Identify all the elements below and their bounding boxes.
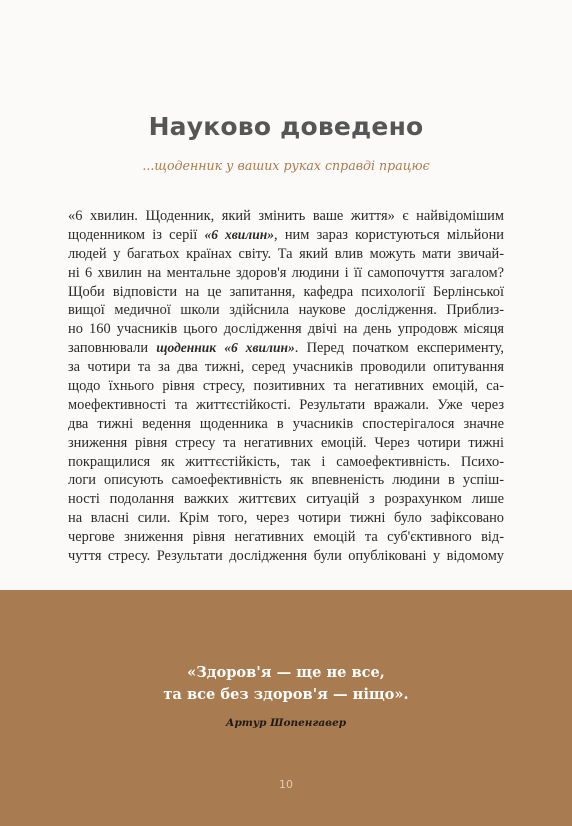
body-line <box>68 245 504 264</box>
body-line <box>68 547 504 566</box>
body-line <box>68 396 504 415</box>
body-text-run: зниження рівня стресу та негативних емоцій. Через чотири тижні <box>68 434 504 451</box>
body-text-run: . Перед початком експерименту, <box>294 340 504 357</box>
body-text-run: щодо їхнього рівня стресу, позитивних та негативних емоцій, са- <box>68 378 504 395</box>
body-text-run: вищої медичної школи здійснила наукове дослідження. Приблиз- <box>68 302 504 319</box>
body-line <box>68 320 504 339</box>
body-text-run: ні 6 хвилин на ментальне здоров'я людини і її самопочуття загалом? <box>68 264 504 281</box>
quote-author: Артур Шопенгавер <box>225 717 347 729</box>
body-text-run: «6 хвилин. Щоденник, який змінить ваше життя» є найвідомішим <box>68 208 504 224</box>
quote-line-2: та все без здоров'я — ніщо». <box>163 686 409 703</box>
body-text-run: но 160 учасників цього дослідження двічі на день упродовж місяця <box>68 321 504 338</box>
body-line <box>68 471 504 490</box>
body-line <box>68 434 504 453</box>
body-emphasis: «6 хвилин» <box>204 226 274 242</box>
body-text-run: Щоби відповісти на це запитання, кафедра психології Берлінської <box>68 283 504 300</box>
body-line <box>68 339 504 358</box>
body-line <box>68 358 504 377</box>
body-text-run: два тижні ведення щоденника в учасників спостерігалося значне <box>68 415 504 432</box>
body-line <box>68 509 504 528</box>
body-line <box>68 528 504 547</box>
body-text-run: на власні сили. Крім того, через чотири тижні було зафіксовано <box>68 510 504 527</box>
page-title: Науково доведено <box>148 112 424 141</box>
body-line <box>68 207 504 226</box>
page-number: 10 <box>279 778 293 791</box>
body-line <box>68 264 504 283</box>
body-line <box>68 453 504 472</box>
body-text-run: покращилися як життєстійкість, так і самоефективність. Психо- <box>68 453 504 470</box>
body-text-run: щоденником із серії <box>68 226 205 243</box>
body-line <box>68 301 504 320</box>
body-paragraph <box>68 207 504 566</box>
quote-line-1: «Здоров'я — ще не все, <box>187 664 385 681</box>
body-text-run: ності подолання важких життєвих ситуацій з розрахунком лише <box>68 491 504 508</box>
body-line <box>68 283 504 302</box>
body-text-run: чергове зниження рівня негативних емоцій та суб'єктивного від- <box>68 529 504 546</box>
body-line <box>68 226 504 245</box>
page-subtitle: ...щоденник у ваших руках справді працює <box>142 158 430 173</box>
body-line <box>68 377 504 396</box>
body-emphasis: щоденник «6 хвилин» <box>156 340 295 356</box>
body-text-run: людей у багатьох країнах світу. Та який влив можуть мати звичай- <box>68 245 504 262</box>
body-text-run: , ним зараз користуються мільйони <box>273 226 504 243</box>
body-text-run: за чотири та за два тижні, серед учасників проводили опитування <box>68 359 504 376</box>
body-text-run: логи описують самоефективність як впевненість людини в успіш- <box>68 472 504 489</box>
body-text-run: чуття стресу. Результати дослідження були опубліковані у відомому <box>68 548 504 565</box>
body-text-run: заповнювали <box>68 340 157 357</box>
body-text-run: моефективності та життєстійкості. Результати вражали. Уже через <box>68 396 504 413</box>
body-line <box>68 415 504 434</box>
body-line <box>68 490 504 509</box>
